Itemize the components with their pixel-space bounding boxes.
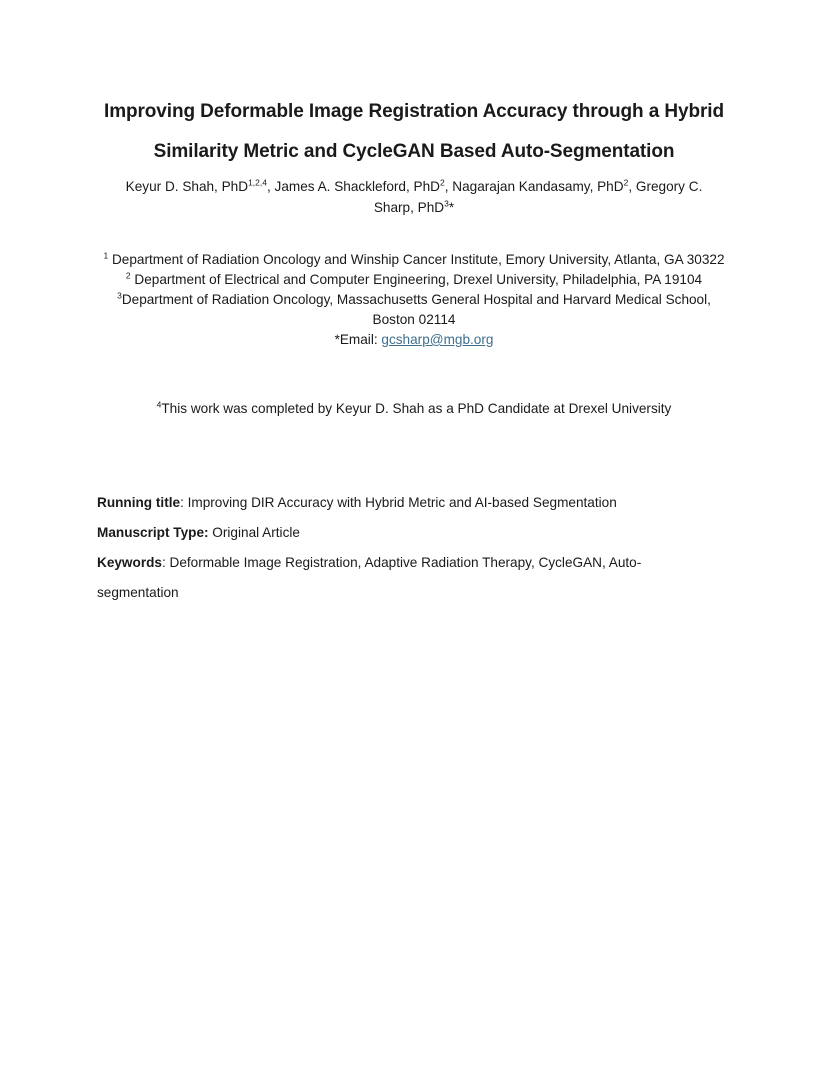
author-list: [96, 176, 732, 218]
affiliation-1-text: Department of Radiation Oncology and Winship Cancer Institute, Emory University, Atlanta, GA 30322: [108, 252, 725, 267]
author-note-text: This work was completed by Keyur D. Shah as a PhD Candidate at Drexel University: [161, 401, 672, 416]
keywords-value-line-1: : Deformable Image Registration, Adaptive Radiation Therapy, CycleGAN, Auto-: [161, 555, 642, 570]
author-4-name-part-1: , Gregory C.: [628, 179, 703, 194]
manuscript-type: [97, 518, 697, 548]
running-title: [97, 488, 697, 518]
manuscript-type-value: Original Article: [208, 525, 300, 540]
keywords-value-line-2: segmentation: [97, 585, 179, 600]
affiliation-1-marker: 1: [103, 250, 109, 261]
email-label: *Email:: [334, 332, 382, 347]
author-2-affiliation: 2: [440, 177, 445, 188]
corresponding-author-mark: *: [448, 200, 455, 215]
author-1-affiliation: 1,2,4: [248, 177, 267, 188]
affiliation-1: [96, 250, 732, 270]
affiliation-2-marker: 2: [125, 270, 131, 281]
author-3-affiliation: 2: [623, 177, 629, 188]
author-4-name-part-2: Sharp, PhD: [373, 200, 445, 215]
author-note-marker: 4: [156, 399, 162, 410]
keywords-label: Keywords: [97, 555, 162, 570]
manuscript-type-label: Manuscript Type:: [97, 525, 209, 540]
affiliation-3: [96, 290, 732, 330]
author-4-affiliation: 3: [444, 198, 449, 209]
affiliation-3-marker: 3: [117, 290, 122, 301]
email-link[interactable]: gcsharp@mgb.org: [381, 332, 494, 347]
paper-title: [60, 92, 768, 172]
author-note: [96, 399, 732, 419]
affiliation-2: [96, 270, 732, 290]
corresponding-email: [96, 330, 732, 350]
paper-title-line-2: Similarity Metric and CycleGAN Based Auto-Segmentation: [153, 141, 675, 162]
affiliation-3-text: Department of Radiation Oncology, Massachusetts General Hospital and Harvard Medical School, Boston 02114: [121, 292, 711, 327]
author-1-name: Keyur D. Shah, PhD: [125, 179, 249, 194]
running-title-value: : Improving DIR Accuracy with Hybrid Metric and AI-based Segmentation: [180, 495, 617, 510]
affiliations: [96, 250, 732, 350]
author-3-name: , Nagarajan Kandasamy, PhD: [444, 179, 624, 194]
manuscript-metadata: [97, 488, 697, 608]
paper-title-line-1: Improving Deformable Image Registration Accuracy through a Hybrid: [104, 101, 724, 122]
affiliation-2-text: Department of Electrical and Computer Engineering, Drexel University, Philadelphia, PA 19104: [130, 272, 703, 287]
author-2-name: , James A. Shackleford, PhD: [266, 179, 440, 194]
keywords: [97, 548, 697, 608]
running-title-label: Running title: [97, 495, 181, 510]
